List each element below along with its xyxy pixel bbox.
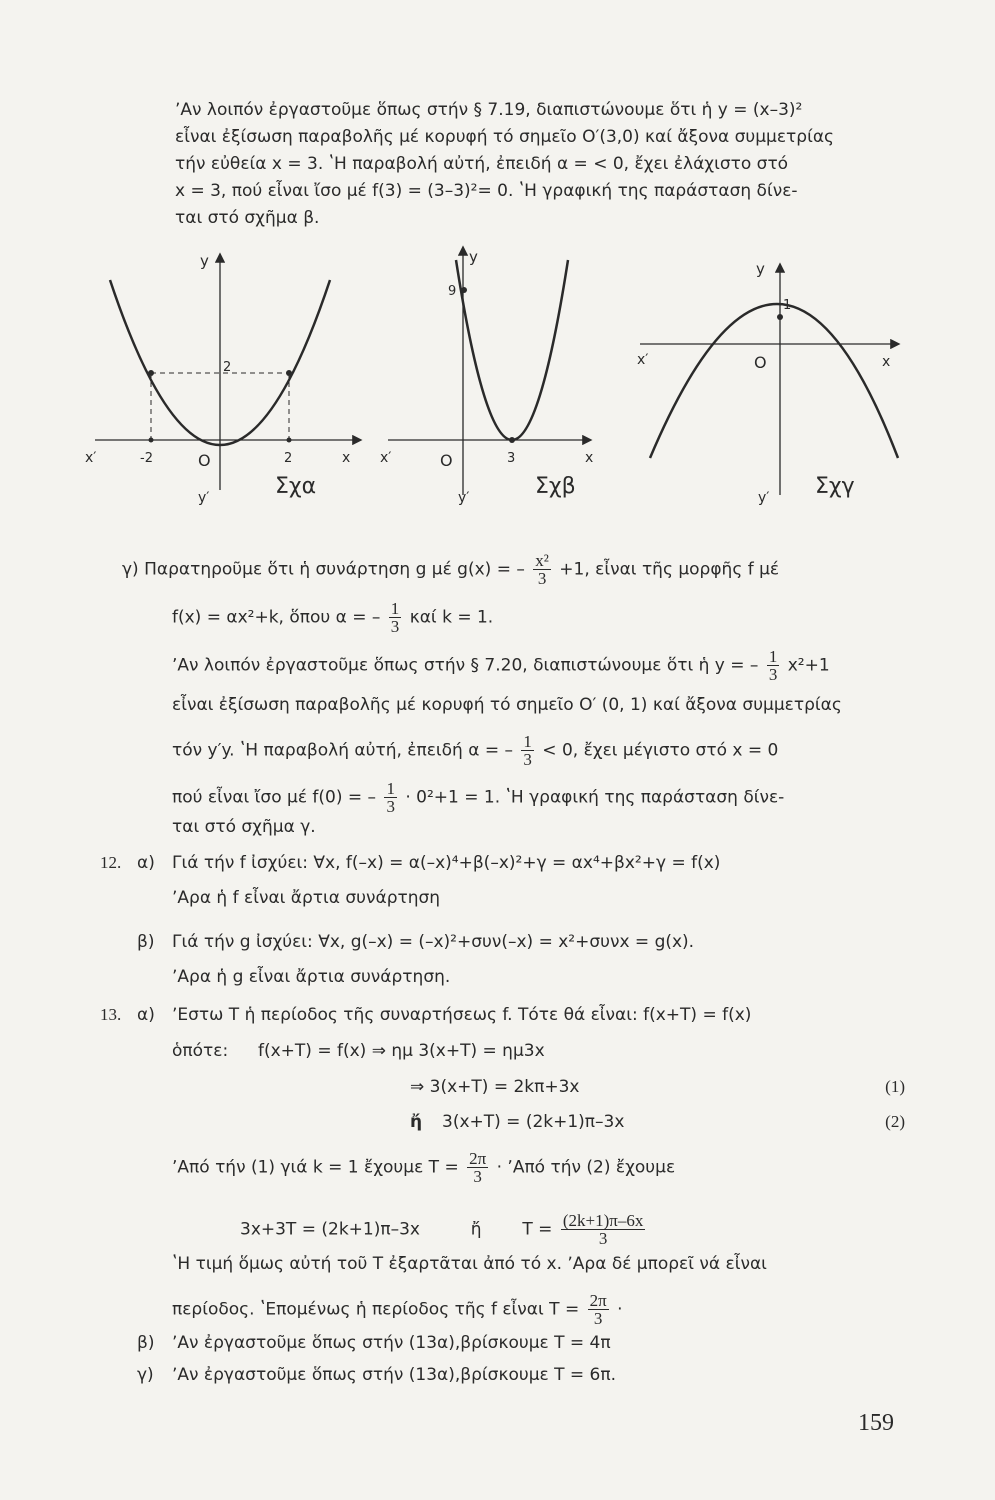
gamma-line-4: εἶναι ἐξίσωση παραβολῆς μέ κορυφή τό σημεῖο Ο′ (0, 1) καί ἄξονα συμμετρίας: [172, 695, 842, 715]
fig-a-tick-label-2y: 2: [223, 360, 232, 375]
fig-a-y-label: y: [200, 252, 209, 270]
p12-b-line-2: ʼΑρα ἡ g εἶναι ἄρτια συνάρτηση.: [172, 967, 451, 987]
fig-c-xp-label: x′: [637, 352, 649, 368]
fig-b-x-label: x: [585, 450, 594, 466]
p13-a-line-2a: ὁπότε:: [172, 1041, 229, 1061]
intro-line-5: ται στό σχῆμα β.: [175, 208, 320, 228]
intro-line-4: x = 3, πού εἶναι ἴσο μέ f(3) = (3–3)²= 0. ʽΗ γραφική της παράσταση δίνε-: [175, 181, 798, 201]
problem-number-13: 13.: [100, 1005, 122, 1024]
fraction: $\frac{1}{3}$: [523, 732, 532, 769]
fig-a-origin-label: O: [198, 451, 211, 470]
fraction: $\frac{2\pi}{3}$: [469, 1149, 487, 1186]
fig-a-point-right: [286, 370, 292, 376]
gamma-label: γ): [122, 559, 139, 580]
fig-c-y-label: y: [756, 260, 765, 278]
p13-b-line-1: ʼΑν ἐργαστοῦμε ὅπως στήν (13α),βρίσκουμε T = 4π: [172, 1333, 611, 1353]
gamma-line-2: f(x) = αx²+k, ὅπου α = – $\frac{1}{3}$ καί k = 1.: [172, 599, 494, 636]
fig-a-yp-label: y′: [198, 490, 210, 506]
fig-a-tick-2: [287, 438, 292, 443]
fig-b-xp-label: x′: [380, 450, 392, 466]
page-number: 159: [858, 1410, 894, 1436]
fig-a-xp-label: x′: [85, 450, 97, 466]
p12-a-line-1: Γιά τήν f ἰσχύει: ∀x, f(–x) = α(–x)⁴+β(–x)²+γ = αx⁴+βx²+γ = f(x): [172, 853, 721, 873]
fraction: $\frac{1}{3}$: [768, 647, 778, 684]
p13-a-line-2b: f(x+T) = f(x) ⇒ ημ 3(x+T) = ημ3x: [258, 1041, 545, 1061]
fig-b-tick-label-9: 9: [448, 284, 457, 299]
fraction: $\frac{1}{3}$: [390, 599, 400, 636]
fraction: $\frac{(2k+1)\pi-6x}{3}$: [562, 1211, 644, 1248]
fig-b-parabola: [456, 260, 568, 440]
p13-eq-1: ⇒ 3(x+T) = 2kπ+3x (1): [410, 1077, 905, 1097]
fig-b-point-9: [461, 287, 467, 293]
p13-a-line-6: 3x+3T = (2k+1)π–3x ἤ T = $\frac{(2k+1)\pi-6x}{3}$: [240, 1211, 644, 1248]
intro-line-2: εἶναι ἐξίσωση παραβολῆς μέ κορυφή τό σημεῖο Ο′(3,0) καί ἄξονα συμμετρίας: [175, 127, 834, 147]
p13-a-line-8: περίοδος. ʽΕπομένως ἡ περίοδος τῆς f εἶναι T = $\frac{2\pi}{3}$ ·: [172, 1291, 623, 1328]
fraction: $\frac{\text{x²}}{3}$: [535, 551, 549, 588]
fig-a-tick-label-m2: -2: [140, 451, 153, 466]
p13-a-line-7: ʽΗ τιμή ὅμως αὐτή τοῦ Τ ἐξαρτᾶται ἀπό τό x. ʼΑρα δέ μπορεῖ νά εἶναι: [172, 1254, 767, 1274]
figure-c: [637, 260, 898, 506]
fig-b-y-label: y: [469, 248, 478, 266]
figure-b: [380, 248, 593, 506]
fig-c-parabola: [650, 304, 898, 458]
equation-tag-2: (2): [885, 1112, 905, 1131]
gamma-line-6: πού εἶναι ἴσο μέ f(0) = – $\frac{1}{3}$ · 0²+1 = 1. ʽΗ γραφική της παράσταση δίνε-: [172, 779, 785, 816]
gamma-line-3: ʼΑν λοιπόν ἐργαστοῦμε ὅπως στήν § 7.20, διαπιστώνουμε ὅτι ἡ y = – $\frac{1}{3}$ x²+1: [172, 647, 830, 684]
fig-c-x-label: x: [882, 354, 891, 370]
p12-b-label: β): [137, 932, 155, 952]
fig-b-origin-label: O: [440, 451, 453, 470]
fig-c-vertex: [777, 314, 783, 320]
fig-a-caption: Σχα: [275, 474, 317, 499]
fig-a-x-label: x: [342, 450, 351, 466]
intro-line-1: ʼΑν λοιπόν ἐργαστοῦμε ὅπως στήν § 7.19, διαπιστώνουμε ὅτι ἡ y = (x–3)²: [175, 100, 803, 120]
p13-g-label: γ): [137, 1365, 154, 1385]
fig-b-yp-label: y′: [458, 490, 470, 506]
problem-number-12: 12.: [100, 853, 122, 872]
p13-a-label: α): [137, 1005, 155, 1025]
fig-c-caption: Σχγ: [815, 474, 855, 499]
fig-a-tick-m2: [149, 438, 154, 443]
p13-a-line-5: ʼΑπό τήν (1) γιά k = 1 ἔχουμε T = $\frac{2\pi}{3}$ · ʼΑπό τήν (2) ἔχουμε: [172, 1149, 676, 1186]
intro-line-3: τήν εὐθεία x = 3. ʽΗ παραβολή αὐτή, ἐπειδή α = < 0, ἔχει ἐλάχιστο στό: [175, 154, 789, 174]
fraction: $\frac{2\pi}{3}$: [589, 1291, 607, 1328]
figures: [80, 240, 910, 530]
p12-b-line-1: Γιά τήν g ἰσχύει: ∀x, g(–x) = (–x)²+συν(–x) = x²+συνx = g(x).: [172, 932, 695, 952]
fraction: $\frac{1}{3}$: [386, 779, 395, 816]
gamma-line-1: γ) Παρατηροῦμε ὅτι ἡ συνάρτηση g μέ g(x) = – $\frac{\text{x²}}{3}$ +1, εἶναι τῆς μορφῆς f μέ: [122, 551, 780, 588]
gamma-line-5: τόν y′y. ʽΗ παραβολή αὐτή, ἐπειδή α = – $\frac{1}{3}$ < 0, ἔχει μέγιστο στό x = 0: [172, 732, 779, 769]
fig-b-caption: Σχβ: [535, 474, 576, 499]
gamma-line-7: ται στό σχῆμα γ.: [172, 817, 316, 837]
equation-tag-1: (1): [885, 1077, 905, 1096]
p12-a-label: α): [137, 853, 155, 873]
fig-c-tick-label-1: 1: [783, 298, 792, 313]
p12-a-line-2: ʼΑρα ἡ f εἶναι ἄρτια συνάρτηση: [172, 888, 441, 908]
fig-c-origin-label: O: [754, 353, 767, 372]
p13-b-label: β): [137, 1333, 155, 1353]
fig-b-vertex: [509, 437, 515, 443]
fig-a-point-left: [148, 370, 154, 376]
p13-a-line-1: ʼΕστω Τ ἡ περίοδος τῆς συναρτήσεως f. Τότε θά εἶναι: f(x+T) = f(x): [172, 1005, 752, 1025]
p13-g-line-1: ʼΑν ἐργαστοῦμε ὅπως στήν (13α),βρίσκουμε T = 6π.: [172, 1365, 617, 1385]
fig-b-tick-label-3: 3: [507, 451, 516, 466]
fig-c-yp-label: y′: [758, 490, 770, 506]
p13-eq-2: ἤ 3(x+T) = (2k+1)π–3x (2): [410, 1112, 905, 1132]
figure-a: [85, 252, 360, 506]
fig-a-tick-label-2x: 2: [284, 451, 293, 466]
